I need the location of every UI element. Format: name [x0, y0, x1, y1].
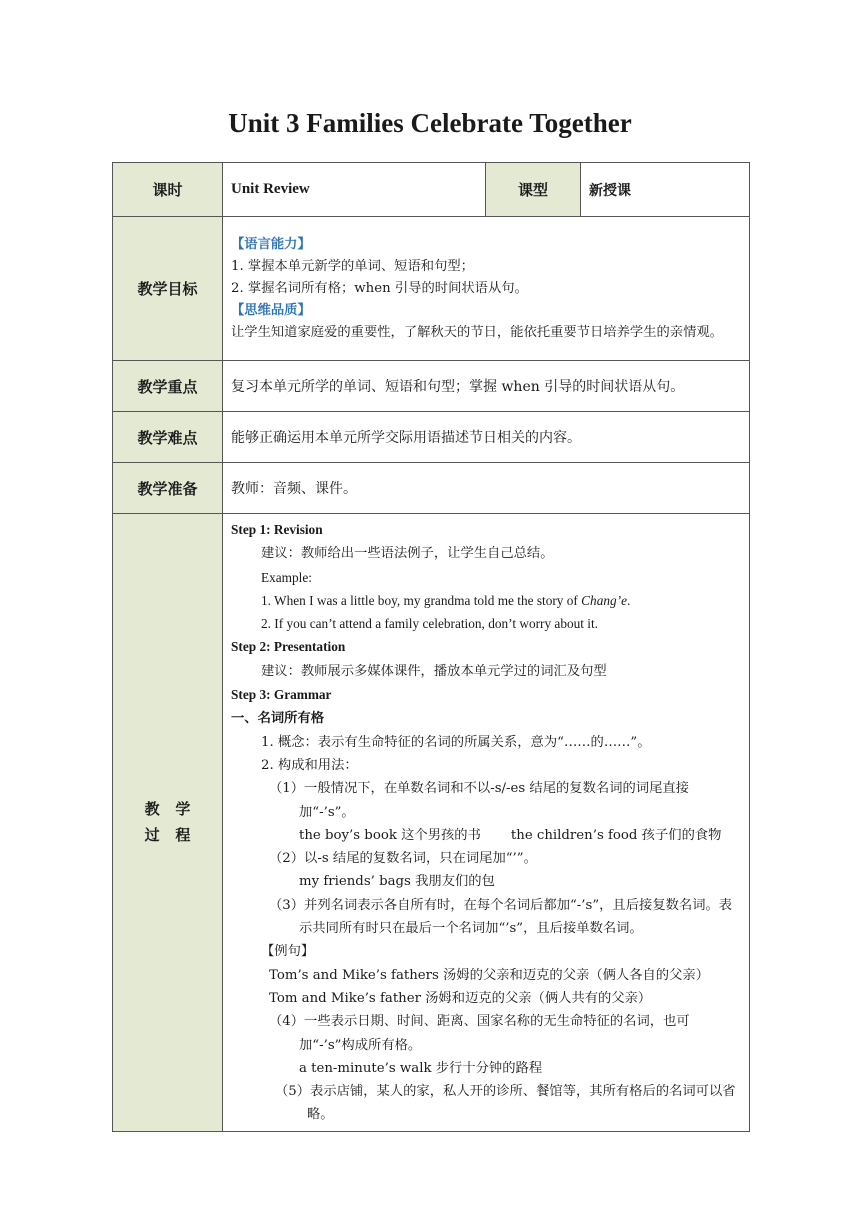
value-type: 新授课: [581, 163, 750, 217]
example-sentence-1: Tom’s and Mike’s fathers 汤姆的父亲和迈克的父亲（俩人各自的父亲）: [269, 967, 709, 983]
grammar-rule-2: （2）以-s 结尾的复数名词，只在词尾加“’”。: [269, 851, 537, 867]
step1-suggestion: 建议：教师给出一些语法例子，让学生自己总结。: [261, 546, 554, 562]
process-content: [223, 514, 750, 1132]
example-sentence-2: Tom and Mike’s father 汤姆和迈克的父亲（俩人共有的父亲）: [269, 990, 652, 1006]
grammar-example-1: the boy’s book 这个男孩的书 the children’s food 孩子们的食物: [299, 827, 722, 843]
value-preparation: 教师：音频、课件。: [223, 463, 750, 514]
objectives-line-2: 2. 掌握名词所有格；when 引导的时间状语从句。: [231, 280, 528, 296]
grammar-heading: 一、名词所有格: [231, 711, 325, 727]
grammar-rule-3: （3）并列名词表示各自所有时，在每个名词后都加“-’s”，且后接复数名词。表示共同所有时只在最后一个名词加“’s”，且后接单数名词。: [269, 897, 733, 937]
grammar-rule-5: （5）表示店铺，某人的家，私人开的诊所、餐馆等，其所有格后的名词可以省略。: [275, 1084, 736, 1123]
objectives-line-3: 让学生知道家庭爱的重要性，了解秋天的节日，能依托重要节日培养学生的亲情观。: [231, 324, 723, 340]
label-process: [113, 514, 223, 1132]
row-key-points: [113, 361, 750, 412]
row-objectives: [113, 217, 750, 361]
example-sentences-label: 【例句】: [261, 944, 315, 960]
row-difficulties: [113, 412, 750, 463]
step2-title: : Presentation: [266, 639, 346, 655]
grammar-rule-4: （4）一些表示日期、时间、距离、国家名称的无生命特征的名词，也可加“-’s”构成所有格。: [269, 1014, 690, 1053]
grammar-example-4: a ten-minute’s walk 步行十分钟的路程: [299, 1060, 543, 1076]
objectives-content: [223, 217, 750, 361]
grammar-concept: 1. 概念：表示有生命特征的名词的所属关系，意为“……的……”。: [261, 734, 651, 750]
step3-title: : Grammar: [266, 687, 332, 703]
value-difficulties: 能够正确运用本单元所学交际用语描述节日相关的内容。: [223, 412, 750, 463]
objectives-header-thinking: 【思维品质】: [231, 302, 311, 318]
label-difficulties: 教学难点: [113, 412, 223, 463]
objectives-header-language: 【语言能力】: [231, 236, 311, 252]
step1-number: Step 1: [231, 522, 267, 537]
process-label-line-2: 过 程: [144, 826, 191, 845]
step1-title: : Revision: [266, 522, 323, 537]
row-preparation: [113, 463, 750, 514]
label-objectives: 教学目标: [113, 217, 223, 361]
lesson-plan-table: [112, 162, 750, 1132]
step2-suggestion: 建议：教师展示多媒体课件，播放本单元学过的词汇及句型: [261, 663, 607, 679]
step1-example-2: 2. If you can’t attend a family celebration, don’t worry about it.: [261, 616, 598, 632]
row-period: [113, 163, 750, 217]
grammar-example-2: my friends’ bags 我朋友们的包: [299, 874, 495, 890]
label-key-points: 教学重点: [113, 361, 223, 412]
step1-example-1: 1. When I was a little boy, my grandma told me the story of Chang’e.: [261, 592, 631, 608]
step3-number: Step 3: [231, 687, 267, 703]
process-label-line-1: 教 学: [144, 800, 191, 819]
label-type: 课型: [486, 163, 581, 217]
grammar-usage: 2. 构成和用法：: [261, 757, 358, 773]
grammar-rule-1: （1）一般情况下，在单数名词和不以-s/-es 结尾的复数名词的词尾直接加“-’s”。: [269, 781, 689, 820]
step1-example-label: Example:: [261, 569, 312, 585]
row-process: [113, 514, 750, 1132]
value-key-points: 复习本单元所学的单词、短语和句型；掌握 when 引导的时间状语从句。: [223, 361, 750, 412]
step2-number: Step 2: [231, 639, 267, 655]
label-period: 课时: [113, 163, 223, 217]
value-period: Unit Review: [223, 163, 486, 217]
page-title: Unit 3 Families Celebrate Together: [228, 108, 632, 138]
label-preparation: 教学准备: [113, 463, 223, 514]
objectives-line-1: 1. 掌握本单元新学的单词、短语和句型；: [231, 258, 474, 274]
